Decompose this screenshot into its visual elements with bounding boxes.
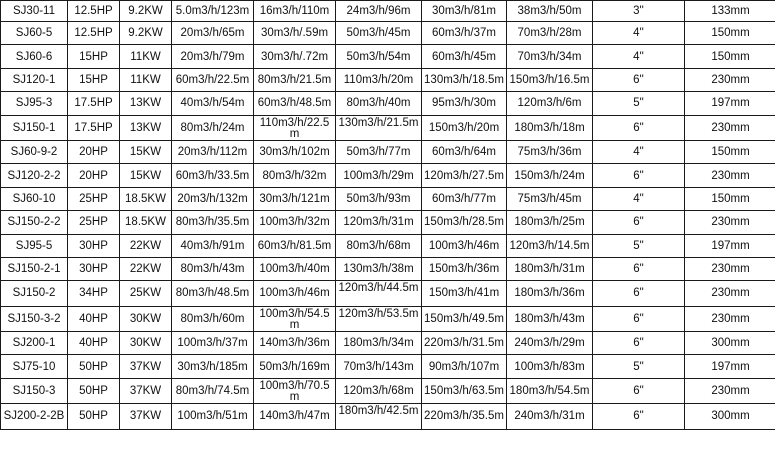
cell-horsepower: 25HP — [68, 187, 120, 210]
cell-duty-point-1: 30m3/h/185m — [172, 355, 254, 378]
cell-duty-point-3: 120m3/h/44.5m — [336, 281, 422, 306]
cell-duty-point-2: 30m3/h/121m — [254, 187, 336, 210]
cell-pump-diameter: 230mm — [685, 211, 775, 234]
cell-model: SJ120-2-2 — [1, 164, 68, 187]
cell-duty-point-5: 120m3/h/14.5m — [507, 234, 593, 257]
cell-power-kw: 25KW — [120, 281, 172, 306]
cell-outlet-size: 4'' — [593, 22, 685, 45]
table-row — [1, 115, 775, 140]
cell-horsepower: 15HP — [68, 68, 120, 91]
cell-duty-point-5: 180m3/h/18m — [507, 115, 593, 140]
cell-power-kw: 22KW — [120, 234, 172, 257]
cell-duty-point-4: 90m3/h/107m — [422, 355, 507, 378]
cell-duty-point-4: 60m3/h/45m — [422, 45, 507, 68]
cell-duty-point-2: 140m3/h/47m — [254, 404, 336, 429]
cell-outlet-size: 6" — [593, 257, 685, 280]
cell-pump-diameter: 230mm — [685, 378, 775, 403]
cell-duty-point-5: 120m3/h/6m — [507, 92, 593, 115]
table-row — [1, 378, 775, 403]
cell-pump-diameter: 150mm — [685, 187, 775, 210]
cell-duty-point-5: 180m3/h/54.5m — [507, 378, 593, 403]
cell-duty-point-2: 50m3/h/169m — [254, 355, 336, 378]
cell-outlet-size: 6" — [593, 404, 685, 429]
cell-outlet-size: 6" — [593, 115, 685, 140]
cell-outlet-size: 6'' — [593, 68, 685, 91]
cell-duty-point-2: 30m3/h/102m — [254, 140, 336, 163]
cell-horsepower: 17.5HP — [68, 92, 120, 115]
cell-duty-point-4: 150m3/h/63.5m — [422, 378, 507, 403]
table-row — [1, 45, 775, 68]
cell-power-kw: 37KW — [120, 378, 172, 403]
cell-duty-point-1: 20m3/h/112m — [172, 140, 254, 163]
cell-pump-diameter: 230mm — [685, 306, 775, 331]
cell-power-kw: 15KW — [120, 140, 172, 163]
table-row — [1, 355, 775, 378]
cell-duty-point-1: 100m3/h/51m — [172, 404, 254, 429]
cell-duty-point-3: 70m3/h/143m — [336, 355, 422, 378]
cell-duty-point-3: 50m3/h/93m — [336, 187, 422, 210]
cell-pump-diameter: 230mm — [685, 257, 775, 280]
cell-duty-point-4: 60m3/h/37m — [422, 22, 507, 45]
cell-duty-point-3: 120m3/h/53.5m — [336, 306, 422, 331]
cell-outlet-size: 4" — [593, 187, 685, 210]
cell-power-kw: 9.2KW — [120, 22, 172, 45]
cell-model: SJ60-5 — [1, 22, 68, 45]
cell-duty-point-2: 100m3/h/40m — [254, 257, 336, 280]
cell-outlet-size: 6" — [593, 378, 685, 403]
cell-power-kw: 30KW — [120, 306, 172, 331]
cell-duty-point-1: 80m3/h/43m — [172, 257, 254, 280]
cell-duty-point-2: 16m3/h/110m — [254, 1, 336, 22]
cell-duty-point-3: 80m3/h/40m — [336, 92, 422, 115]
cell-duty-point-1: 20m3/h/132m — [172, 187, 254, 210]
cell-duty-point-4: 60m3/h/77m — [422, 187, 507, 210]
cell-horsepower: 30HP — [68, 257, 120, 280]
cell-duty-point-5: 38m3/h/50m — [507, 1, 593, 22]
cell-duty-point-5: 180m3/h/43m — [507, 306, 593, 331]
cell-duty-point-4: 220m3/h/35.5m — [422, 404, 507, 429]
cell-horsepower: 50HP — [68, 378, 120, 403]
cell-duty-point-3: 100m3/h/29m — [336, 164, 422, 187]
cell-duty-point-3: 50m3/h/54m — [336, 45, 422, 68]
cell-model: SJ150-2-1 — [1, 257, 68, 280]
cell-model: SJ95-3 — [1, 92, 68, 115]
cell-duty-point-3: 110m3/h/20m — [336, 68, 422, 91]
cell-horsepower: 30HP — [68, 234, 120, 257]
cell-duty-point-1: 80m3/h/24m — [172, 115, 254, 140]
cell-pump-diameter: 230mm — [685, 115, 775, 140]
cell-horsepower: 17.5HP — [68, 115, 120, 140]
cell-duty-point-2: 100m3/h/46m — [254, 281, 336, 306]
cell-duty-point-3: 180m3/h/34m — [336, 332, 422, 355]
cell-outlet-size: 6" — [593, 332, 685, 355]
cell-pump-diameter: 197mm — [685, 234, 775, 257]
cell-duty-point-3: 180m3/h/42.5m — [336, 404, 422, 429]
cell-power-kw: 15KW — [120, 164, 172, 187]
cell-duty-point-4: 150m3/h/49.5m — [422, 306, 507, 331]
cell-duty-point-3: 50m3/h/77m — [336, 140, 422, 163]
table-row — [1, 1, 775, 22]
cell-duty-point-1: 80m3/h/48.5m — [172, 281, 254, 306]
cell-model: SJ60-9-2 — [1, 140, 68, 163]
cell-pump-diameter: 197mm — [685, 355, 775, 378]
cell-pump-diameter: 300mm — [685, 332, 775, 355]
cell-duty-point-2: 30m3/h/.59m — [254, 22, 336, 45]
cell-duty-point-2: 110m3/h/22.5m — [254, 115, 336, 140]
table-row — [1, 281, 775, 306]
cell-duty-point-2: 140m3/h/36m — [254, 332, 336, 355]
cell-duty-point-3: 130m3/h/38m — [336, 257, 422, 280]
cell-duty-point-4: 120m3/h/27.5m — [422, 164, 507, 187]
cell-pump-diameter: 150mm — [685, 45, 775, 68]
table-row — [1, 140, 775, 163]
cell-duty-point-4: 60m3/h/64m — [422, 140, 507, 163]
cell-model: SJ120-1 — [1, 68, 68, 91]
cell-outlet-size: 5" — [593, 234, 685, 257]
cell-horsepower: 12.5HP — [68, 22, 120, 45]
cell-duty-point-3: 50m3/h/45m — [336, 22, 422, 45]
cell-duty-point-2: 80m3/h/32m — [254, 164, 336, 187]
cell-horsepower: 50HP — [68, 404, 120, 429]
cell-horsepower: 25HP — [68, 211, 120, 234]
cell-duty-point-5: 240m3/h/31m — [507, 404, 593, 429]
cell-model: SJ60-10 — [1, 187, 68, 210]
cell-duty-point-1: 60m3/h/22.5m — [172, 68, 254, 91]
cell-duty-point-5: 70m3/h/28m — [507, 22, 593, 45]
cell-horsepower: 20HP — [68, 164, 120, 187]
cell-duty-point-2: 100m3/h/70.5m — [254, 378, 336, 403]
cell-model: SJ150-2 — [1, 281, 68, 306]
cell-model: SJ75-10 — [1, 355, 68, 378]
cell-duty-point-1: 60m3/h/33.5m — [172, 164, 254, 187]
cell-pump-diameter: 230mm — [685, 68, 775, 91]
cell-model: SJ200-1 — [1, 332, 68, 355]
cell-pump-diameter: 150mm — [685, 22, 775, 45]
table-row — [1, 257, 775, 280]
cell-duty-point-1: 20m3/h/79m — [172, 45, 254, 68]
cell-horsepower: 40HP — [68, 332, 120, 355]
cell-outlet-size: 4" — [593, 140, 685, 163]
cell-model: SJ150-1 — [1, 115, 68, 140]
cell-duty-point-4: 150m3/h/20m — [422, 115, 507, 140]
cell-duty-point-5: 75m3/h/45m — [507, 187, 593, 210]
table-row — [1, 306, 775, 331]
cell-power-kw: 13KW — [120, 115, 172, 140]
table-row — [1, 211, 775, 234]
cell-duty-point-1: 40m3/h/54m — [172, 92, 254, 115]
cell-model: SJ150-2-2 — [1, 211, 68, 234]
cell-model: SJ95-5 — [1, 234, 68, 257]
cell-model: SJ150-3-2 — [1, 306, 68, 331]
cell-power-kw: 18.5KW — [120, 187, 172, 210]
cell-duty-point-2: 60m3/h/48.5m — [254, 92, 336, 115]
cell-pump-diameter: 300mm — [685, 404, 775, 429]
cell-outlet-size: 6" — [593, 211, 685, 234]
cell-duty-point-3: 130m3/h/21.5m — [336, 115, 422, 140]
cell-duty-point-5: 240m3/h/29m — [507, 332, 593, 355]
cell-duty-point-4: 220m3/h/31.5m — [422, 332, 507, 355]
cell-outlet-size: 6" — [593, 306, 685, 331]
cell-duty-point-1: 20m3/h/65m — [172, 22, 254, 45]
cell-model: SJ60-6 — [1, 45, 68, 68]
cell-duty-point-5: 75m3/h/36m — [507, 140, 593, 163]
cell-duty-point-1: 80m3/h/35.5m — [172, 211, 254, 234]
cell-horsepower: 34HP — [68, 281, 120, 306]
cell-outlet-size: 3'' — [593, 1, 685, 22]
table-row — [1, 187, 775, 210]
cell-power-kw: 37KW — [120, 355, 172, 378]
cell-duty-point-5: 150m3/h/24m — [507, 164, 593, 187]
cell-outlet-size: 5" — [593, 355, 685, 378]
cell-duty-point-2: 100m3/h/32m — [254, 211, 336, 234]
cell-power-kw: 30KW — [120, 332, 172, 355]
cell-pump-diameter: 230mm — [685, 281, 775, 306]
cell-duty-point-1: 80m3/h/60m — [172, 306, 254, 331]
cell-duty-point-4: 95m3/h/30m — [422, 92, 507, 115]
cell-pump-diameter: 150mm — [685, 140, 775, 163]
cell-outlet-size: 4'' — [593, 45, 685, 68]
cell-pump-diameter: 230mm — [685, 164, 775, 187]
cell-outlet-size: 6" — [593, 164, 685, 187]
cell-duty-point-5: 180m3/h/31m — [507, 257, 593, 280]
cell-power-kw: 11KW — [120, 45, 172, 68]
cell-power-kw: 22KW — [120, 257, 172, 280]
cell-duty-point-3: 80m3/h/68m — [336, 234, 422, 257]
cell-duty-point-3: 120m3/h/68m — [336, 378, 422, 403]
cell-pump-diameter: 197mm — [685, 92, 775, 115]
cell-outlet-size: 6" — [593, 281, 685, 306]
cell-duty-point-2: 100m3/h/54.5m — [254, 306, 336, 331]
cell-duty-point-2: 30m3/h/.72m — [254, 45, 336, 68]
cell-horsepower: 15HP — [68, 45, 120, 68]
cell-duty-point-3: 24m3/h/96m — [336, 1, 422, 22]
cell-duty-point-1: 40m3/h/91m — [172, 234, 254, 257]
cell-power-kw: 37KW — [120, 404, 172, 429]
table-row — [1, 164, 775, 187]
table-row — [1, 22, 775, 45]
cell-model: SJ200-2-2B — [1, 404, 68, 429]
cell-power-kw: 13KW — [120, 92, 172, 115]
cell-duty-point-5: 180m3/h/25m — [507, 211, 593, 234]
cell-duty-point-4: 150m3/h/28.5m — [422, 211, 507, 234]
cell-horsepower: 50HP — [68, 355, 120, 378]
cell-model: SJ150-3 — [1, 378, 68, 403]
table-row — [1, 234, 775, 257]
table-row — [1, 92, 775, 115]
cell-model: SJ30-11 — [1, 1, 68, 22]
cell-duty-point-5: 150m3/h/16.5m — [507, 68, 593, 91]
cell-power-kw: 11KW — [120, 68, 172, 91]
cell-power-kw: 9.2KW — [120, 1, 172, 22]
cell-duty-point-4: 130m3/h/18.5m — [422, 68, 507, 91]
cell-duty-point-4: 100m3/h/46m — [422, 234, 507, 257]
cell-duty-point-2: 80m3/h/21.5m — [254, 68, 336, 91]
table-row — [1, 404, 775, 429]
cell-duty-point-1: 100m3/h/37m — [172, 332, 254, 355]
cell-duty-point-4: 150m3/h/36m — [422, 257, 507, 280]
cell-duty-point-2: 60m3/h/81.5m — [254, 234, 336, 257]
cell-horsepower: 12.5HP — [68, 1, 120, 22]
cell-power-kw: 18.5KW — [120, 211, 172, 234]
cell-duty-point-4: 150m3/h/41m — [422, 281, 507, 306]
cell-duty-point-1: 80m3/h/74.5m — [172, 378, 254, 403]
cell-duty-point-5: 180m3/h/36m — [507, 281, 593, 306]
cell-duty-point-3: 120m3/h/31m — [336, 211, 422, 234]
cell-horsepower: 40HP — [68, 306, 120, 331]
cell-duty-point-5: 70m3/h/34m — [507, 45, 593, 68]
table-row — [1, 68, 775, 91]
cell-pump-diameter: 133mm — [685, 1, 775, 22]
cell-duty-point-5: 100m3/h/83m — [507, 355, 593, 378]
cell-outlet-size: 5" — [593, 92, 685, 115]
cell-duty-point-1: 5.0m3/h/123m — [172, 1, 254, 22]
table-row — [1, 332, 775, 355]
cell-duty-point-4: 30m3/h/81m — [422, 1, 507, 22]
cell-horsepower: 20HP — [68, 140, 120, 163]
